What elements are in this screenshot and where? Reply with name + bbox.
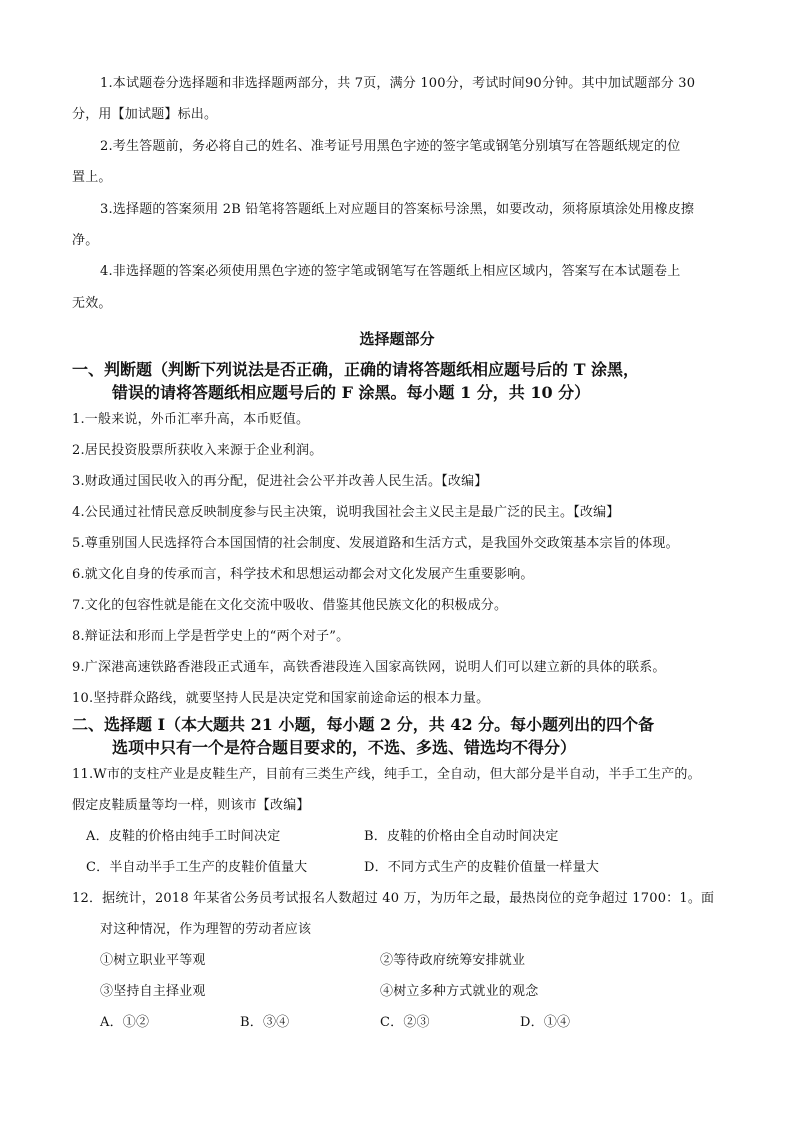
q12-option-c: C．②③ (380, 1015, 430, 1030)
q11-stem-line-2: 假定皮鞋质量等均一样，则该市【改编】 (72, 798, 310, 813)
judgment-item-7: 7.文化的包容性就是能在文化交流中吸收、借鉴其他民族文化的积极成分。 (72, 598, 508, 613)
judgment-item-6: 6.就文化自身的传承而言，科学技术和思想运动都会对文化发展产生重要影响。 (72, 567, 534, 582)
q11-option-b: B．皮鞋的价格由全自动时间决定 (364, 829, 559, 844)
q11-option-a: A．皮鞋的价格由纯手工时间决定 (86, 829, 281, 844)
part2-heading-line-2: 选项中只有一个是符合题目要求的，不选、多选、错选均不得分） (112, 738, 577, 757)
q12-stem-line-2: 对这种情况，作为理智的劳动者应该 (100, 922, 312, 937)
q12-option-b: B．③④ (240, 1015, 290, 1030)
q12-statement-1: ①树立职业平等观 (100, 953, 206, 968)
q12-option-d: D．①④ (520, 1015, 571, 1030)
part2-heading-line-1: 二、选择题 I（本大题共 21 小题，每小题 2 分，共 42 分。每小题列出的四个备 (72, 715, 655, 734)
q12-statement-2: ②等待政府统筹安排就业 (380, 953, 526, 968)
judgment-item-5: 5.尊重别国人民选择符合本国国情的社会制度、发展道路和生活方式，是我国外交政策基本宗旨的体现。 (72, 536, 679, 551)
note-3-line-2: 净。 (72, 233, 99, 248)
judgment-item-8: 8.辩证法和形而上学是哲学史上的“两个对子”。 (72, 629, 350, 644)
note-4-line-2: 无效。 (72, 296, 112, 311)
q11-option-d: D．不同方式生产的皮鞋价值量一样量大 (364, 860, 600, 875)
q12-stem-line-1: 12．据统计，2018 年某省公务员考试报名人数超过 40 万，为历年之最，最热岗位的竞争超过 1700：1。面 (72, 891, 715, 906)
note-2-line-2: 置上。 (72, 170, 112, 185)
judgment-item-1: 1.一般来说，外币汇率升高，本币贬值。 (72, 412, 310, 427)
q12-statement-3: ③坚持自主择业观 (100, 984, 206, 999)
section-title: 选择题部分 (359, 330, 435, 348)
note-2-line-1: 2.考生答题前，务必将自己的姓名、准考证号用黑色字迹的签字笔或钢笔分别填写在答题纸规定的位 (100, 139, 681, 154)
judgment-item-2: 2.居民投资股票所获收入来源于企业利润。 (72, 443, 323, 458)
judgment-item-9: 9.广深港高速铁路香港段正式通车，高铁香港段连入国家高铁网，说明人们可以建立新的具体的联系。 (72, 660, 666, 675)
judgment-item-4: 4.公民通过社情民意反映制度参与民主决策，说明我国社会主义民主是最广泛的民主。【改编】 (72, 505, 620, 520)
part1-heading-line-1: 一、判断题（判断下列说法是否正确，正确的请将答题纸相应题号后的 T 涂黑， (72, 360, 640, 379)
note-1-line-1: 1.本试题卷分选择题和非选择题两部分，共 7页，满分 100分，考试时间90分钟。其中加试题部分 30 (100, 76, 696, 91)
q12-option-a: A．①② (100, 1015, 150, 1030)
note-4-line-1: 4.非选择题的答案必须使用黑色字迹的签字笔或钢笔写在答题纸上相应区域内，答案写在本试题卷上 (100, 264, 681, 279)
q11-stem-line-1: 11.W市的支柱产业是皮鞋生产，目前有三类生产线，纯手工，全自动，但大部分是半自动，半手工生产的。 (72, 767, 701, 782)
part1-heading-line-2: 错误的请将答题纸相应题号后的 F 涂黑。每小题 1 分，共 10 分） (112, 383, 591, 402)
note-3-line-1: 3.选择题的答案须用 2B 铅笔将答题纸上对应题目的答案标号涂黑，如要改动，须将原填涂处用橡皮擦 (100, 202, 695, 217)
q11-option-c: C．半自动半手工生产的皮鞋价值量大 (86, 860, 308, 875)
judgment-item-3: 3.财政通过国民收入的再分配，促进社会公平并改善人民生活。【改编】 (72, 474, 488, 489)
note-1-line-2: 分，用【加试题】标出。 (72, 107, 218, 122)
q12-statement-4: ④树立多种方式就业的观念 (380, 984, 539, 999)
judgment-item-10: 10.坚持群众路线，就要坚持人民是决定党和国家前途命运的根本力量。 (72, 691, 490, 706)
